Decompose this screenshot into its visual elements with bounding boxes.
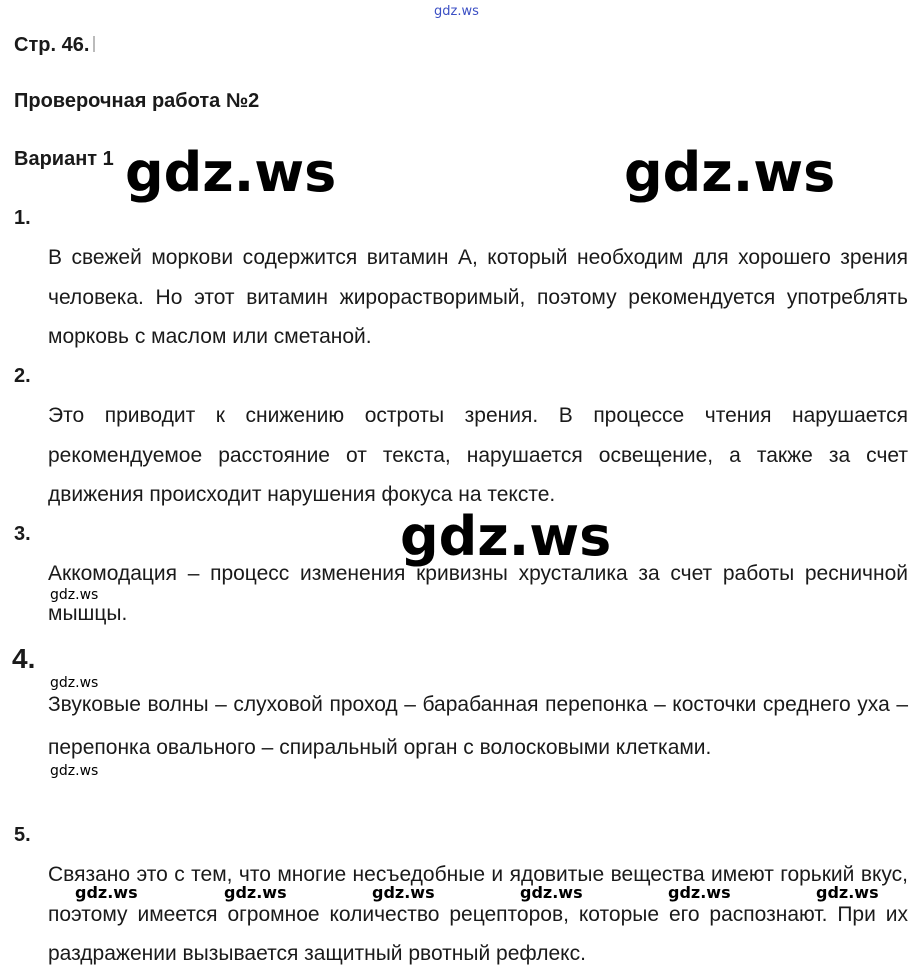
- answer-text-4: Звуковые волны – слуховой проход – барабанная перепонка – косточки среднего уха – перепонка овального – спиральный орган с волосковыми клетками.: [48, 693, 908, 759]
- answer-text-1: В свежей моркови содержится витамин А, который необходим для хорошего зрения человека. Но этот витамин жирорастворимый, поэтому рекомендуется употреблять морковь с маслом или сметаной.: [48, 246, 908, 348]
- answer-number-5: 5.: [14, 824, 31, 846]
- watermark-row: gdz.ws: [75, 883, 138, 902]
- watermark-small: gdz.ws: [50, 587, 99, 603]
- watermark-row: gdz.ws: [520, 883, 583, 902]
- watermark-row: gdz.ws: [816, 883, 879, 902]
- watermark-row: gdz.ws: [668, 883, 731, 902]
- answer-number-3: 3.: [14, 523, 31, 545]
- watermark-small: gdz.ws: [50, 675, 99, 691]
- watermark-large-center: gdz.ws: [400, 505, 612, 568]
- answer-number-4: 4.: [12, 643, 36, 674]
- watermark-large-right: gdz.ws: [624, 141, 836, 204]
- answer-text-2: Это приводит к снижению остроты зрения. В процессе чтения нарушается рекомендуемое расстояние от текста, нарушается освещение, а также за счет движения происходит нарушения фокуса на тексте.: [48, 404, 908, 506]
- watermark-small: gdz.ws: [50, 763, 99, 779]
- answer-number-2: 2.: [14, 365, 31, 387]
- watermark-row: gdz.ws: [224, 883, 287, 902]
- page-title: Проверочная работа №2: [14, 90, 260, 112]
- text-cursor: [93, 36, 95, 52]
- page-reference: Стр. 46.: [14, 34, 95, 57]
- watermark-large-left: gdz.ws: [125, 141, 337, 204]
- watermark-top: gdz.ws: [434, 4, 479, 19]
- variant-label: Вариант 1: [14, 148, 114, 170]
- answer-number-1: 1.: [14, 207, 31, 229]
- watermark-row: gdz.ws: [372, 883, 435, 902]
- answer-text-3: Аккомодация – процесс изменения кривизны хрусталика за счет работы ресничной мышцы.: [48, 562, 908, 625]
- answer-text-5: Связано это с тем, что многие несъедобные и ядовитые вещества имеют горький вкус, поэтому имеется огромное количество рецепторов, которые его распознают. При их раздражении вызывается защитный рвотный рефлекс.: [48, 863, 908, 965]
